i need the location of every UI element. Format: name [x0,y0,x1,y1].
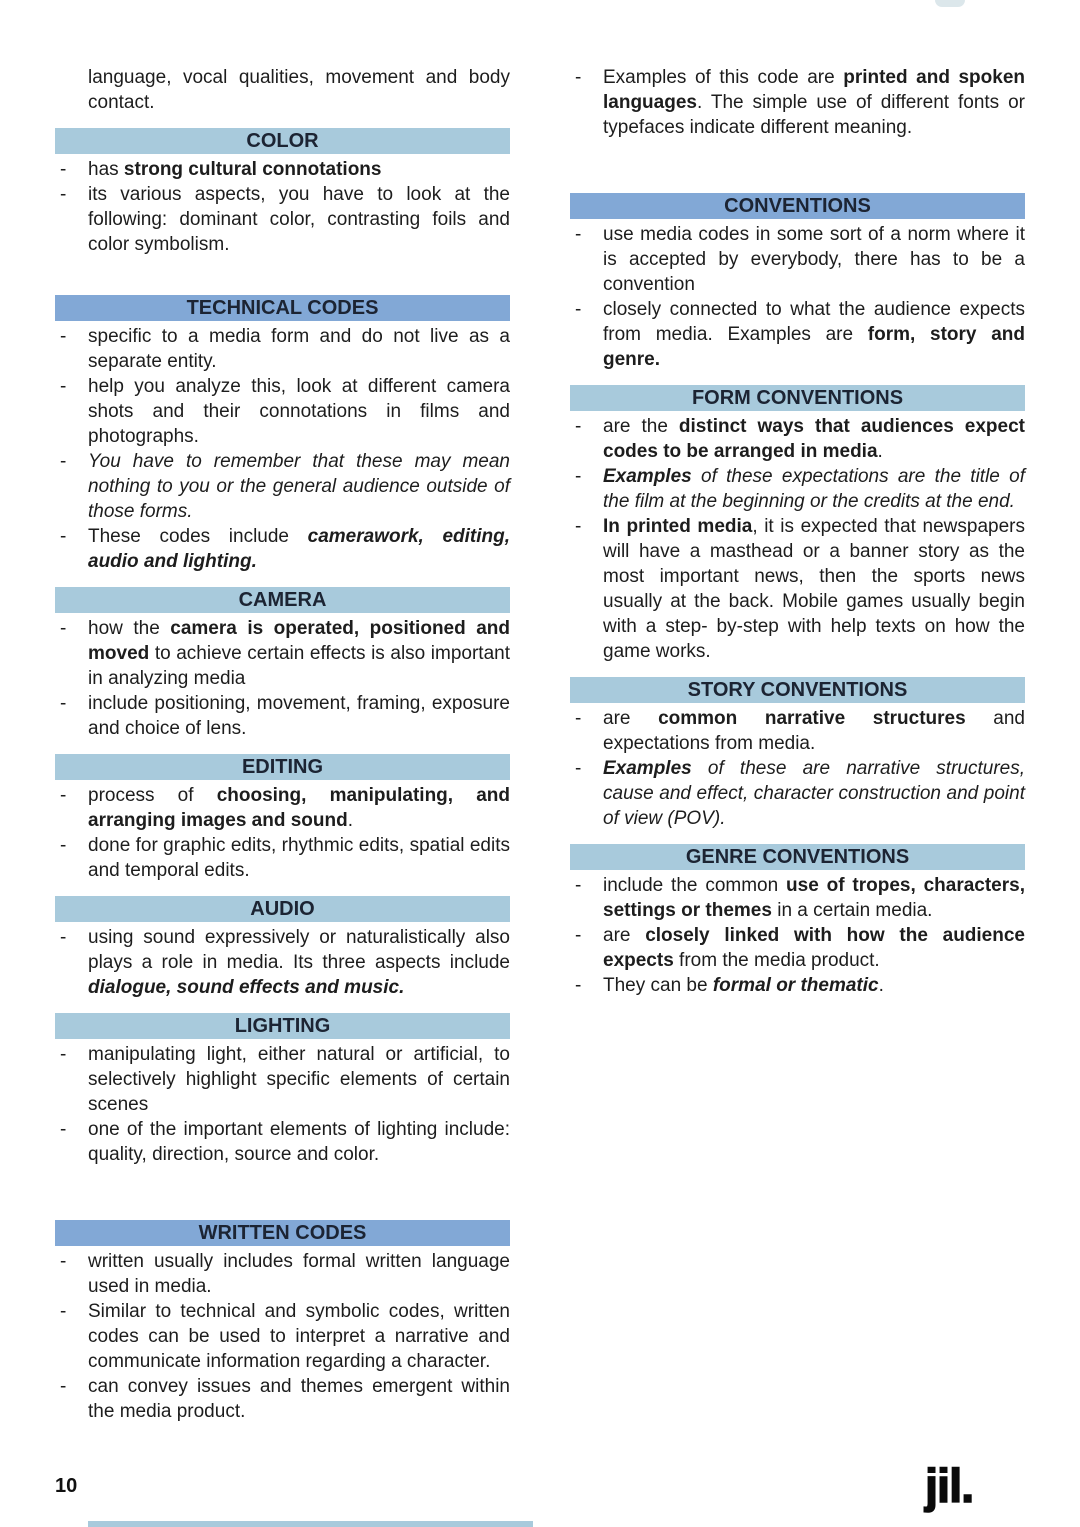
text-run: one of the important elements of lighting include: quality, direction, source and color. [88,1119,510,1165]
bullet-dash: - [575,466,582,487]
text-run: include the common [603,875,787,896]
bullet-item [55,833,510,883]
text-run: are [603,925,646,946]
bullet-item [570,222,1025,297]
bullet-item [570,414,1025,464]
text-run: choosing, manipulating, and arranging images and sound [88,785,510,831]
text-run: printed and spoken languages [603,67,1025,113]
bullet-item [570,464,1025,514]
brand-logo: jil. [925,1459,974,1512]
text-run: dialogue, sound effects and music. [88,977,405,998]
text-run: form, story and genre. [603,324,1025,370]
section-header: WRITTEN CODES [55,1220,510,1246]
text-run: in a certain media. [771,900,933,921]
text-run: include positioning, movement, framing, exposure and choice of lens. [88,693,510,739]
bullet-item [55,324,510,374]
text-run: help you analyze this, look at different camera shots and their connotations in films and photographs. [88,376,510,447]
text-run: specific to a media form and do not live as a separate entity. [88,326,510,372]
bullet-dash: - [575,67,582,88]
text-run: distinct ways that audiences expect codes to be arranged in media [603,416,1025,462]
text-run: common narrative structures [658,708,966,729]
bullet-dash: - [575,516,582,537]
section-header: TECHNICAL CODES [55,295,510,321]
bullet-item [570,873,1025,923]
text-run: These codes include [88,526,308,547]
section-header: FORM CONVENTIONS [570,385,1025,411]
bullet-dash: - [60,451,67,472]
text-run: . [347,810,353,831]
section-header: GENRE CONVENTIONS [570,844,1025,870]
next-section-header-cutoff [88,1521,533,1527]
bullet-dash: - [60,618,67,639]
bullet-dash: - [575,875,582,896]
text-run: how the [88,618,171,639]
bullet-dash: - [60,184,67,205]
bullet-item [55,925,510,1000]
bullet-item [55,1249,510,1299]
bullet-dash: - [60,1301,67,1322]
bullet-dash: - [575,708,582,729]
bullet-item [55,1117,510,1167]
text-run: formal or thematic [712,975,879,996]
bullet-item [55,783,510,833]
text-run: They can be [603,975,713,996]
bullet-item [55,524,510,574]
column-right [570,65,1025,998]
section-header: COLOR [55,128,510,154]
section-header: LIGHTING [55,1013,510,1039]
page-edge-artifact [935,0,965,7]
text-run: closely connected to what the audience expects from media. Examples are [603,299,1025,345]
bullet-dash: - [60,326,67,347]
text-run: use media codes in some sort of a norm where it is accepted by everybody, there has to be a convention [603,224,1025,295]
text-run: has [88,159,124,180]
text-run: and expectations from media. [603,708,1025,754]
bullet-item [55,449,510,524]
bullet-item [55,1299,510,1374]
page-number: 10 [55,1475,78,1497]
text-run: its various aspects, you have to look at the following: dominant color, contrasting foils and color symbolism. [88,184,510,255]
text-run: process of [88,785,217,806]
spacer [55,1167,510,1207]
bullet-item [570,706,1025,756]
section-header: CAMERA [55,587,510,613]
text-run: In printed media [603,516,753,537]
text-run: . The simple use of different fonts or typefaces indicate different meaning. [603,92,1025,138]
bullet-item [570,973,1025,998]
text-run: Examples of this code are [603,67,844,88]
bullet-item [570,65,1025,140]
text-run: closely linked with how the audience expects [603,925,1025,971]
text-run: You have to remember that these may mean nothing to you or the general audience outside of those forms. [88,451,510,522]
bullet-dash: - [60,927,67,948]
bullet-item [570,923,1025,973]
section-header: CONVENTIONS [570,193,1025,219]
bullet-item [55,182,510,257]
section-header: STORY CONVENTIONS [570,677,1025,703]
spacer [570,140,1025,180]
text-run: Examples [603,466,692,487]
text-run: , it is expected that newspapers will have a masthead or a banner story as the most important news, then the sports news usually at the back. Mobile games usually begin with a step- by-step with help texts on how the game works. [603,516,1025,662]
bullet-item [55,616,510,691]
bullet-item [55,157,510,182]
section-header: AUDIO [55,896,510,922]
bullet-item [55,374,510,449]
text-run: of these expectations are the title of the film at the beginning or the credits at the end. [603,466,1025,512]
text-run: manipulating light, either natural or artificial, to selectively highlight specific elements of certain scenes [88,1044,510,1115]
bullet-dash: - [575,975,582,996]
paragraph [55,65,510,115]
text-run: strong cultural connotations [123,159,382,180]
bullet-item [570,756,1025,831]
text-run: from the media product. [673,950,880,971]
bullet-item [55,691,510,741]
bullet-dash: - [575,925,582,946]
text-run: done for graphic edits, rhythmic edits, spatial edits and temporal edits. [88,835,510,881]
text-run: using sound expressively or naturalistically also plays a role in media. Its three aspects include [88,927,510,973]
bullet-dash: - [60,159,67,180]
bullet-dash: - [60,376,67,397]
bullet-dash: - [60,693,67,714]
spacer [55,257,510,282]
bullet-dash: - [575,299,582,320]
bullet-dash: - [60,1251,67,1272]
bullet-dash: - [60,835,67,856]
bullet-dash: - [575,224,582,245]
text-run: are the [603,416,679,437]
text-run: written usually includes formal written language used in media. [88,1251,510,1297]
text-run: to achieve certain effects is also important in analyzing media [88,643,510,689]
text-run: . [877,441,883,462]
bullet-dash: - [60,1119,67,1140]
text-run: . [878,975,884,996]
bullet-dash: - [575,416,582,437]
bullet-dash: - [60,526,67,547]
bullet-dash: - [60,1376,67,1397]
bullet-item [55,1374,510,1424]
section-header: EDITING [55,754,510,780]
text-run: Similar to technical and symbolic codes, written codes can be used to interpret a narrative and communicate information regarding a character. [88,1301,510,1372]
text-run: Examples [603,758,692,779]
text-run: of these are narrative structures, cause and effect, character construction and point of view (POV). [603,758,1025,829]
bullet-dash: - [60,1044,67,1065]
text-run: camerawork, editing, audio and lighting. [88,526,510,572]
bullet-item [55,1042,510,1117]
bullet-item [570,514,1025,664]
bullet-dash: - [60,785,67,806]
bullet-item [570,297,1025,372]
text-run: are [603,708,659,729]
column-left [55,65,510,1424]
text-run: can convey issues and themes emergent within the media product. [88,1376,510,1422]
bullet-dash: - [575,758,582,779]
text-run: language, vocal qualities, movement and body contact. [88,67,510,113]
text-run: camera is operated, positioned and moved [88,618,510,664]
text-run: use of tropes, characters, settings or themes [603,875,1025,921]
